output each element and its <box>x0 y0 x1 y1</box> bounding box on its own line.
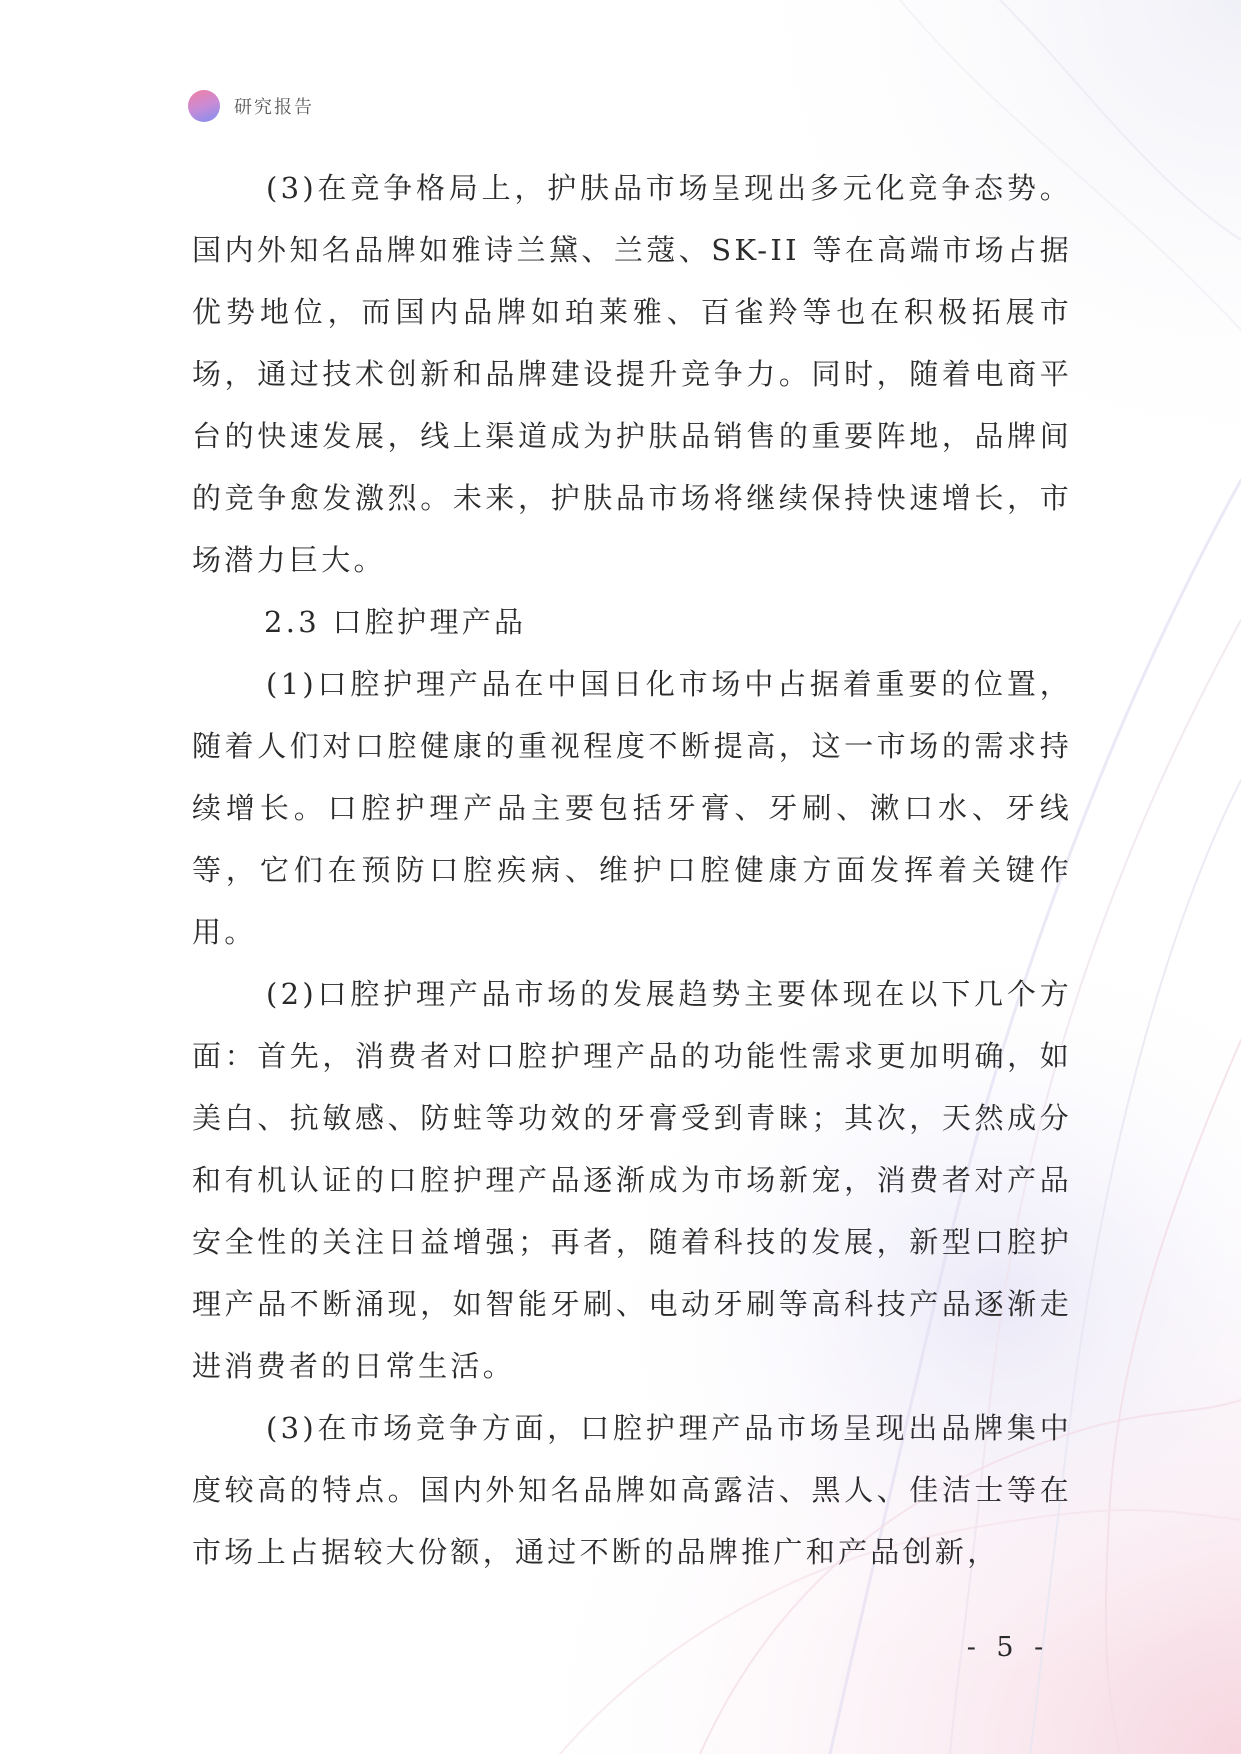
page-number: - 5 - <box>966 1632 1050 1663</box>
logo <box>188 90 220 122</box>
paragraph-oral-care-trends: (2)口腔护理产品市场的发展趋势主要体现在以下几个方面：首先，消费者对口腔护理产品的功能性需求更加明确，如美白、抗敏感、防蛀等功效的牙膏受到青睐；其次，天然成分和有机认证的口腔护理产品逐渐成为市场新宠，消费者对产品安全性的关注日益增强；再者，随着科技的发展，新型口腔护理产品不断涌现，如智能牙刷、电动牙刷等高科技产品逐渐走进消费者的日常生活。 <box>192 977 1072 1383</box>
paragraph-skincare-competition: (3)在竞争格局上，护肤品市场呈现出多元化竞争态势。国内外知名品牌如雅诗兰黛、兰蔻、SK-II 等在高端市场占据优势地位，而国内品牌如珀莱雅、百雀羚等也在积极拓展市场，通过技术创新和品牌建设提升竞争力。同时，随着电商平台的快速发展，线上渠道成为护肤品销售的重要阵地，品牌间的竞争愈发激烈。未来，护肤品市场将继续保持快速增长，市场潜力巨大。 <box>192 171 1072 577</box>
paragraph-oral-care-overview: (1)口腔护理产品在中国日化市场中占据着重要的位置，随着人们对口腔健康的重视程度不断提高，这一市场的需求持续增长。口腔护理产品主要包括牙膏、牙刷、漱口水、牙线等，它们在预防口腔疾病、维护口腔健康方面发挥着关键作用。 <box>192 667 1072 949</box>
section-heading-oral-care: 2.3 口腔护理产品 <box>264 605 527 639</box>
paragraph-oral-care-competition: (3)在市场竞争方面，口腔护理产品市场呈现出品牌集中度较高的特点。国内外知名品牌如高露洁、黑人、佳洁士等在市场上占据较大份额，通过不断的品牌推广和产品创新， <box>192 1411 1072 1569</box>
report-header <box>188 90 314 122</box>
document-body <box>192 157 1072 1583</box>
header-title: 研究报告 <box>234 97 314 118</box>
